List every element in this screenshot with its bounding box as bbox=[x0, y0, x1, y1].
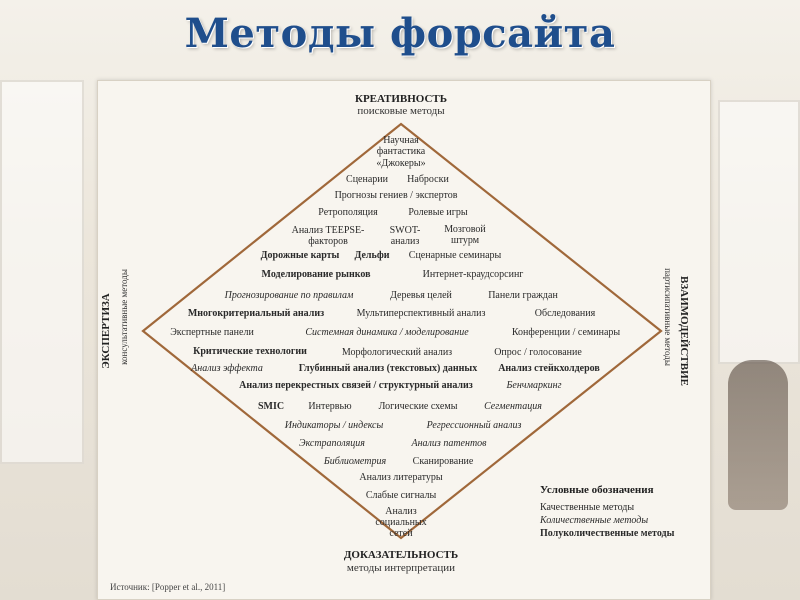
background-window-right bbox=[718, 100, 800, 364]
method-stakeholders: Анализ стейкхолдеров bbox=[498, 363, 600, 374]
method-market-modeling: Моделирование рынков bbox=[261, 269, 371, 280]
background-window-left bbox=[0, 80, 84, 464]
legend-title: Условные обозначения bbox=[540, 484, 654, 496]
method-science-fiction: Научная фантастика bbox=[376, 135, 426, 157]
method-crowdsourcing: Интернет-краудсорсинг bbox=[422, 269, 524, 280]
method-delphi: Дельфи bbox=[354, 250, 390, 261]
legend-semi-quantitative: Полуколичественные методы bbox=[540, 528, 675, 539]
method-brainstorm: Мозговой штурм bbox=[444, 224, 486, 246]
method-bibliometrics: Библиометрия bbox=[323, 456, 387, 467]
method-multicriteria: Многокритериальный анализ bbox=[187, 308, 325, 319]
method-weak-signals: Слабые сигналы bbox=[365, 490, 437, 501]
method-literature-review: Анализ литературы bbox=[359, 472, 443, 483]
legend-qualitative: Качественные методы bbox=[540, 502, 635, 513]
axis-bottom-subtitle: методы интерпретации bbox=[346, 562, 456, 574]
method-regression: Регрессионный анализ bbox=[426, 420, 522, 431]
slide-title: Методы форсайта bbox=[184, 10, 616, 57]
method-interview: Интервью bbox=[308, 401, 352, 412]
method-citizen-panels: Панели граждан bbox=[488, 290, 558, 301]
method-indicators: Индикаторы / индексы bbox=[284, 420, 384, 431]
method-role-games: Ролевые игры bbox=[408, 207, 468, 218]
method-goal-trees: Деревья целей bbox=[390, 290, 452, 301]
method-surveys: Обследования bbox=[534, 308, 596, 319]
method-conferences: Конференции / семинары bbox=[511, 327, 621, 338]
method-genius-forecasts: Прогнозы гениев / экспертов bbox=[334, 190, 458, 201]
method-benchmarking: Бенчмаркинг bbox=[506, 380, 562, 391]
method-text-mining: Глубинный анализ (текстовых) данных bbox=[298, 363, 478, 374]
axis-right-title: ВЗАИМОДЕЙСТВИЕ bbox=[678, 275, 690, 387]
source-citation: Источник: [Popper et al., 2011] bbox=[110, 582, 226, 592]
method-morphological: Морфологический анализ bbox=[341, 347, 453, 358]
method-patent-analysis: Анализ патентов bbox=[411, 438, 487, 449]
method-multiperspective: Мультиперспективный анализ bbox=[356, 308, 486, 319]
method-teepse: Анализ TEEPSE-факторов bbox=[291, 225, 365, 247]
axis-bottom-title: ДОКАЗАТЕЛЬНОСТЬ bbox=[343, 549, 459, 561]
background-person-figure bbox=[728, 360, 788, 510]
method-effect-analysis: Анализ эффекта bbox=[191, 363, 263, 374]
axis-left-subtitle: консультативные методы bbox=[119, 269, 129, 365]
method-extrapolation: Экстраполяция bbox=[299, 438, 365, 449]
method-roadmaps: Дорожные карты bbox=[260, 250, 340, 261]
method-polling: Опрос / голосование bbox=[494, 347, 582, 358]
method-scanning: Сканирование bbox=[412, 456, 474, 467]
method-scenarios: Сценарии bbox=[346, 174, 388, 185]
method-expert-panels: Экспертные панели bbox=[170, 327, 254, 338]
method-scenario-seminars: Сценарные семинары bbox=[408, 250, 502, 261]
method-social-network-analysis: Анализ социальных сетей bbox=[375, 506, 427, 539]
method-jokers: «Джокеры» bbox=[376, 158, 426, 169]
method-logic-schemes: Логические схемы bbox=[378, 401, 458, 412]
method-cross-impact: Анализ перекрестных связей / структурный анализ bbox=[239, 380, 473, 391]
method-retropolation: Ретрополяция bbox=[318, 207, 378, 218]
method-sketches: Наброски bbox=[407, 174, 449, 185]
method-swot: SWOT-анализ bbox=[389, 225, 421, 247]
method-segmentation: Сегментация bbox=[484, 401, 542, 412]
method-smic: SMIC bbox=[257, 401, 285, 412]
axis-left-title: ЭКСПЕРТИЗА bbox=[100, 293, 112, 369]
axis-top-subtitle: поисковые методы bbox=[357, 105, 445, 117]
axis-right-subtitle: партисипативные методы bbox=[663, 268, 673, 366]
method-critical-tech: Критические технологии bbox=[193, 346, 307, 357]
method-system-dynamics: Системная динамика / моделирование bbox=[305, 327, 469, 338]
method-rule-forecasting: Прогнозирование по правилам bbox=[224, 290, 354, 301]
legend-quantitative: Количественные методы bbox=[540, 515, 649, 526]
axis-top-title: КРЕАТИВНОСТЬ bbox=[354, 93, 448, 105]
